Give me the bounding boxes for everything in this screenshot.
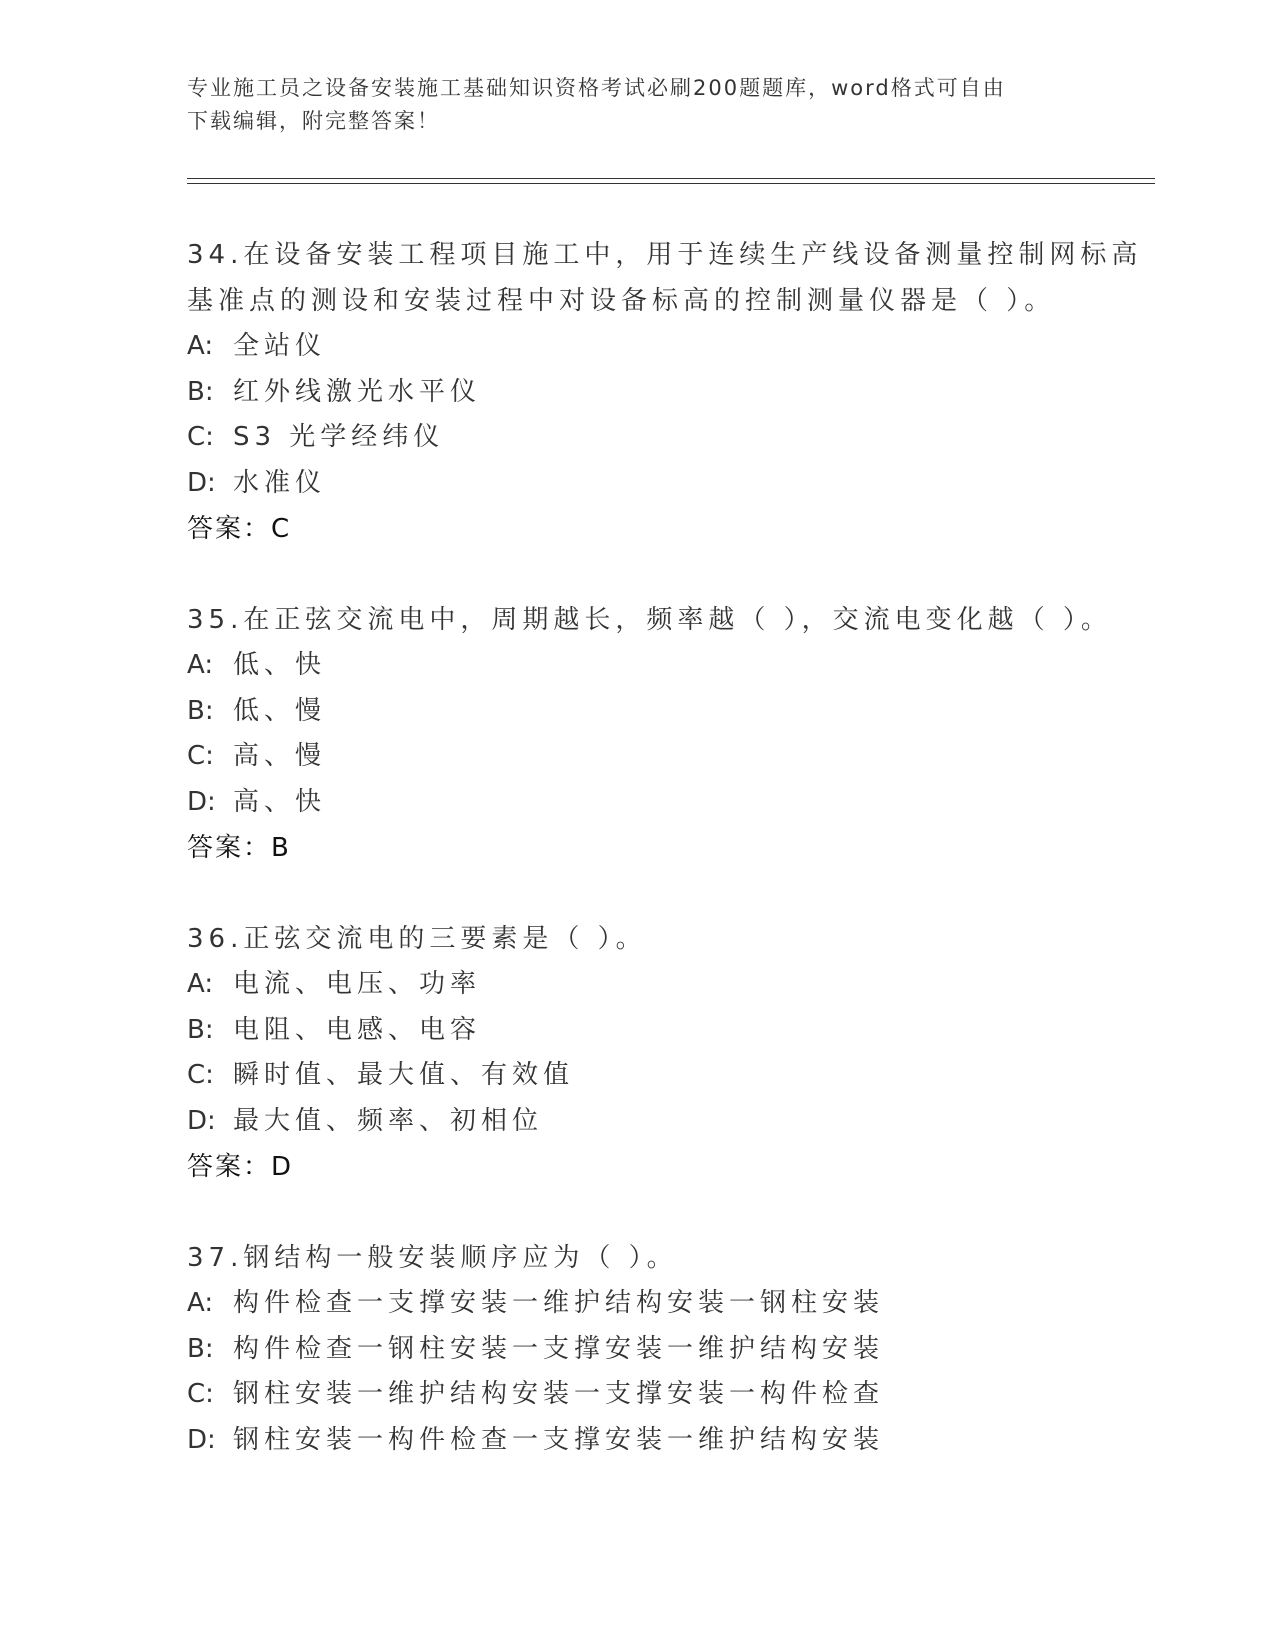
- answer-label: 答案：: [187, 1152, 272, 1182]
- option-text: 水准仪: [233, 467, 327, 498]
- option-label: D:: [187, 467, 216, 498]
- answer-label: 答案：: [187, 833, 272, 863]
- option-a: [187, 1281, 1087, 1327]
- option-label: C:: [187, 1379, 214, 1409]
- option-a: [187, 324, 1087, 370]
- answer-value: C: [271, 514, 290, 544]
- option-b: [187, 370, 1087, 416]
- option-text: S3 光学经纬仪: [233, 422, 445, 452]
- option-b: [187, 689, 1087, 735]
- option-label: D:: [187, 1105, 216, 1136]
- question-stem-line: 34.在设备安装工程项目施工中，用于连续生产线设备测量控制网标高: [187, 240, 1143, 270]
- option-label: C:: [187, 422, 214, 452]
- answer-line: [187, 825, 1087, 871]
- answer-line: [187, 506, 1087, 552]
- option-a: [187, 643, 1087, 689]
- option-text: 高、慢: [233, 741, 327, 771]
- option-text: 高、快: [233, 786, 327, 817]
- question-stem-line: 36.正弦交流电的三要素是（ ）。: [187, 924, 647, 954]
- option-label: A:: [187, 331, 214, 361]
- question-stem-line: 37.钢结构一般安装顺序应为（ ）。: [187, 1243, 678, 1273]
- option-c: [187, 1053, 1087, 1099]
- question-35: [187, 597, 1112, 871]
- option-label: D:: [187, 1424, 216, 1455]
- option-d: [187, 1099, 1087, 1145]
- option-d: [187, 780, 1087, 826]
- question-36: [187, 916, 1087, 1190]
- option-text: 钢柱安装一构件检查一支撑安装一维护结构安装: [233, 1424, 885, 1455]
- option-label: A:: [187, 969, 214, 999]
- option-b: [187, 1008, 1087, 1054]
- option-c: [187, 415, 1087, 461]
- answer-line: [187, 1144, 1087, 1190]
- header-rule-bottom: [187, 183, 1155, 184]
- header-line-2: 下载编辑，附完整答案！: [187, 109, 440, 133]
- option-text: 钢柱安装一维护结构安装一支撑安装一构件检查: [233, 1379, 885, 1409]
- answer-label: 答案：: [187, 514, 272, 544]
- option-text: 红外线激光水平仪: [233, 376, 482, 407]
- option-c: [187, 1372, 1087, 1418]
- option-text: 构件检查一钢柱安装一支撑安装一维护结构安装: [233, 1333, 885, 1364]
- question-stem-line: 基准点的测设和安装过程中对设备标高的控制测量仪器是（ ）。: [187, 286, 1056, 316]
- option-text: 低、慢: [233, 695, 327, 726]
- question-stem-line: 35.在正弦交流电中，周期越长，频率越（ ），交流电变化越（ ）。: [187, 605, 1112, 635]
- header-rule-top: [187, 178, 1155, 179]
- option-text: 构件检查一支撑安装一维护结构安装一钢柱安装: [233, 1288, 885, 1318]
- option-text: 电阻、电感、电容: [233, 1014, 482, 1045]
- document-header: [187, 72, 1087, 138]
- option-label: C:: [187, 1060, 214, 1090]
- option-d: [187, 1418, 1087, 1464]
- option-text: 最大值、频率、初相位: [233, 1105, 544, 1136]
- option-label: D:: [187, 786, 216, 817]
- header-line-1: 专业施工员之设备安装施工基础知识资格考试必刷200题题库，word格式可自由: [187, 76, 1006, 100]
- question-34: [187, 232, 1143, 552]
- question-37: [187, 1235, 1087, 1463]
- option-label: B:: [187, 1014, 214, 1045]
- option-text: 全站仪: [233, 331, 327, 361]
- option-label: A:: [187, 650, 214, 680]
- answer-value: D: [271, 1152, 292, 1182]
- option-c: [187, 734, 1087, 780]
- option-a: [187, 962, 1087, 1008]
- option-text: 低、快: [233, 650, 327, 680]
- option-label: A:: [187, 1288, 214, 1318]
- option-d: [187, 461, 1087, 507]
- option-b: [187, 1327, 1087, 1373]
- answer-value: B: [271, 833, 289, 863]
- option-text: 电流、电压、功率: [233, 969, 482, 999]
- option-label: B:: [187, 376, 214, 407]
- option-label: B:: [187, 695, 214, 726]
- option-label: C:: [187, 741, 214, 771]
- option-label: B:: [187, 1333, 214, 1364]
- option-text: 瞬时值、最大值、有效值: [233, 1060, 575, 1090]
